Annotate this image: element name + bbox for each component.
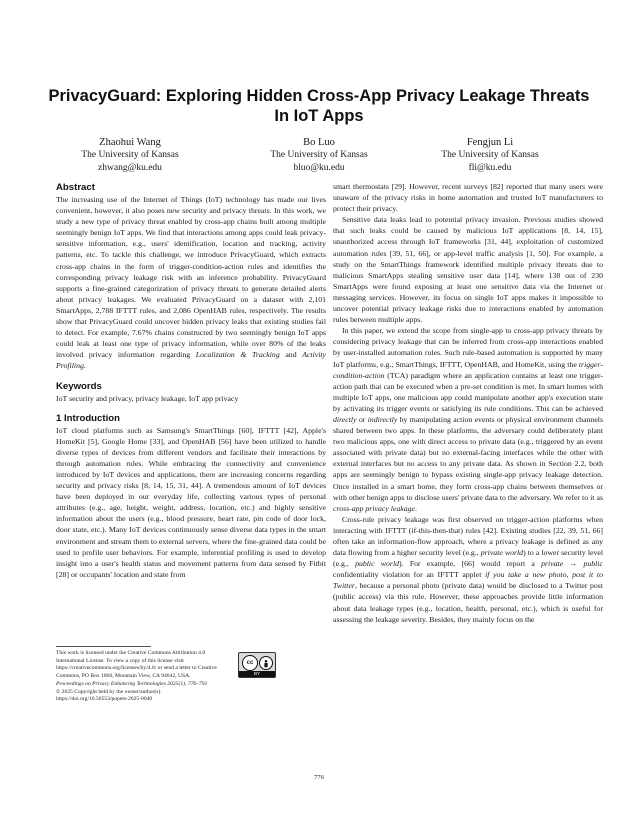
author-email[interactable]: fli@ku.edu <box>468 162 512 173</box>
doi-link[interactable]: https://doi.org/10.56553/popets-2025-0040 <box>56 696 153 703</box>
footnote-rule <box>56 646 151 647</box>
keywords-heading: Keywords <box>56 380 102 392</box>
paragraph: In this paper, we extend the scope from single-app to cross-app privacy threats by considering privacy leakage that can be inferred from cross-app interactions enabled by user-installed automation rules. Such rule-based automation is supported by many IoT platforms, e.g., SmartThings, IFTTT, OpenHAB, and HomeKit, using the trigger-condition-action (TCA) paradigm where an application contains at least one trigger-action path that can be executed when a pre-set condition is met. In smart homes with multiple IoT apps, one malicious app could manipulate another app's execution state by activating its trigger events or satisfying its rule conditions. This can be achieved directly or indirectly by manipulating action events or physical environment channels shared between two apps. In these platforms, the adversary could deliberately plant two malicious apps, one with direct access to private data (e.g., triggered by an event associated with private data) but no external-facing interfaces while the other with external interfaces but no access to any private data. As shown in Section 2.2, both apps are seemingly benign to bypass existing single-app privacy leakage detection. Once installed in a smart home, they form cross-app chains between themselves or with other benign apps to disclose users' private data to the adversary. We refer to it as cross-app privacy leakage. <box>333 326 603 513</box>
author-name: Zhaohui Wang <box>99 137 161 148</box>
introduction-paragraph: IoT cloud platforms such as Samsung's SmartThings [60], IFTTT [42], Apple's HomeKit [5], Google Home [33], and OpenHAB [56] have been utilized to handle diverse types of devices from different vendors and facilitate their interactions by through automation rules. While embracing the connectivity and convenience introduced by IoT devices and applications, there are increasing concerns regarding security and privacy risks [8, 14, 15, 31, 44]. A tremendous amount of IoT devices have been deployed in our everyday life, collecting various types of personal attributes (e.g., age, height, weight, address, location, etc.) and highly sensitive information about the users (e.g., blood pressure, heart rate, pin code of door lock, door state, etc.). Many IoT devices continuously sense diverse data types in the smart environment and stream them to external servers, where the fine-grained data could be used to profile user behaviors. For example, inferential profiling is used to develop insight into a user's health status and movement patterns from data sensed by Fitbit [28] or occupants' location and state from <box>56 425 326 579</box>
person-icon <box>259 656 273 670</box>
author-affiliation: The University of Kansas <box>441 150 539 160</box>
paragraph: Sensitive data leaks lead to potential privacy invasion. Previous studies showed that such leaks could be caused by malicious IoT applications [8, 14, 15], unauthorized access through IoT frameworks [31, 44], exploitation of customized automation rules [39, 51, 66], or app-level traffic analysis [1, 50]. For example, a study on the SmartThings framework identified multiple privacy threats due to malicious SmartApps stealing sensitive user data [14], where 138 out of 230 SmartApps were found exposing at least one sensitive data via the Internet or messaging services. However, its focus on single IoT apps makes it impossible to uncover potential privacy leakage risks due to interactions enabled by automation rules between multiple apps. <box>333 215 603 325</box>
paper-title: PrivacyGuard: Exploring Hidden Cross-App Privacy Leakage Threats In IoT Apps <box>48 87 590 125</box>
cc-by-license-badge[interactable] <box>238 652 276 678</box>
paragraph: Cross-rule privacy leakage was first observed on trigger-action platforms when interacting with IFTTT (if-this-then-that) rules [42]. Existing studies [22, 39, 51, 66] often take an information-flow approach, where a privacy leakage is defined as any data flowing from a higher security level (e.g., private world) to a lower security level (e.g., public world). For example, [66] would report a private → public confidentiality violation for an IFTTT applet if you take a new photo, post it to Twitter, because a personal photo (private data) would be disclosed to a Twitter post (public access) via this rule. However, these approaches provide little information about data leakage types (e.g., location, health, personal, etc.), which is useful for assessing the leakage severity. Besides, they mainly focus on the <box>333 514 603 624</box>
abstract-text: The increasing use of the Internet of Things (IoT) technology has made our lives convenient, however, it also poses new security and privacy threats. In this work, we study a new type of privacy threat enabled by cross-app chains built among multiple seemingly benign IoT apps. We find that interactions among apps could leak privacy-sensitive information, e.g., users' identification, location and tracking, activity patterns, etc. To tackle this challenge, we introduce PrivacyGuard, which extracts cross-app chains in the form of trigger-condition-action rules and identifies the corresponding privacy leakage risk with an inference probability. PrivacyGuard supports a fine-grained categorization of privacy threats to generate detailed alerts about privacy leakages. We evaluated PrivacyGuard on a dataset with 2,101 SmartApps, 2,788 IFTTT rules, and 2,086 OpenHAB rules, respectively. The results show that PrivacyGuard could uncover hidden privacy leaks that existing studies fail to detect. For example, 7.67% chains constructed by two seemingly benign IoT apps could leak at least one type of privacy information, while over 80% of the leaks involved privacy information regarding Localization & Tracking and Activity Profiling. <box>56 195 326 371</box>
license-footnote <box>56 650 326 704</box>
author-email[interactable]: bluo@ku.edu <box>293 162 345 173</box>
license-text: This work is licensed under the Creative Commons Attribution 4.0 International License. To view a copy of this license visit https://creativecommons.org/licenses/by/4.0/ or send a letter to Creative Commons, PO Box 1866, Mountain View, CA 94042, USA. <box>56 650 217 680</box>
author-1 <box>40 136 220 174</box>
author-affiliation: The University of Kansas <box>81 150 179 160</box>
copyright-line: © 2025 Copyright held by the owner/author(s). <box>56 688 162 695</box>
keywords-text: IoT security and privacy, privacy leakage, IoT app privacy <box>56 393 239 403</box>
author-name: Fengjun Li <box>466 137 514 148</box>
proceedings-line: Proceedings on Privacy Enhancing Technologies 2025(1), 776–791 <box>56 680 208 687</box>
abstract-heading: Abstract <box>56 182 95 193</box>
page-number: 776 <box>314 774 324 781</box>
author-email[interactable]: zhwang@ku.edu <box>98 162 162 173</box>
left-column <box>56 181 326 580</box>
author-3 <box>400 136 580 174</box>
author-2 <box>229 136 409 174</box>
author-affiliation: The University of Kansas <box>270 150 368 160</box>
by-label: BY <box>239 671 275 677</box>
paragraph: smart thermostats [29]. However, recent surveys [82] reported that many users were unaware of the privacy risks in home automation and trusted IoT manufacturers to protect their privacy. <box>333 182 603 214</box>
author-name: Bo Luo <box>303 137 335 148</box>
introduction-heading: 1 Introduction <box>56 412 120 424</box>
right-column <box>333 181 603 625</box>
cc-icon: cc <box>242 655 258 671</box>
